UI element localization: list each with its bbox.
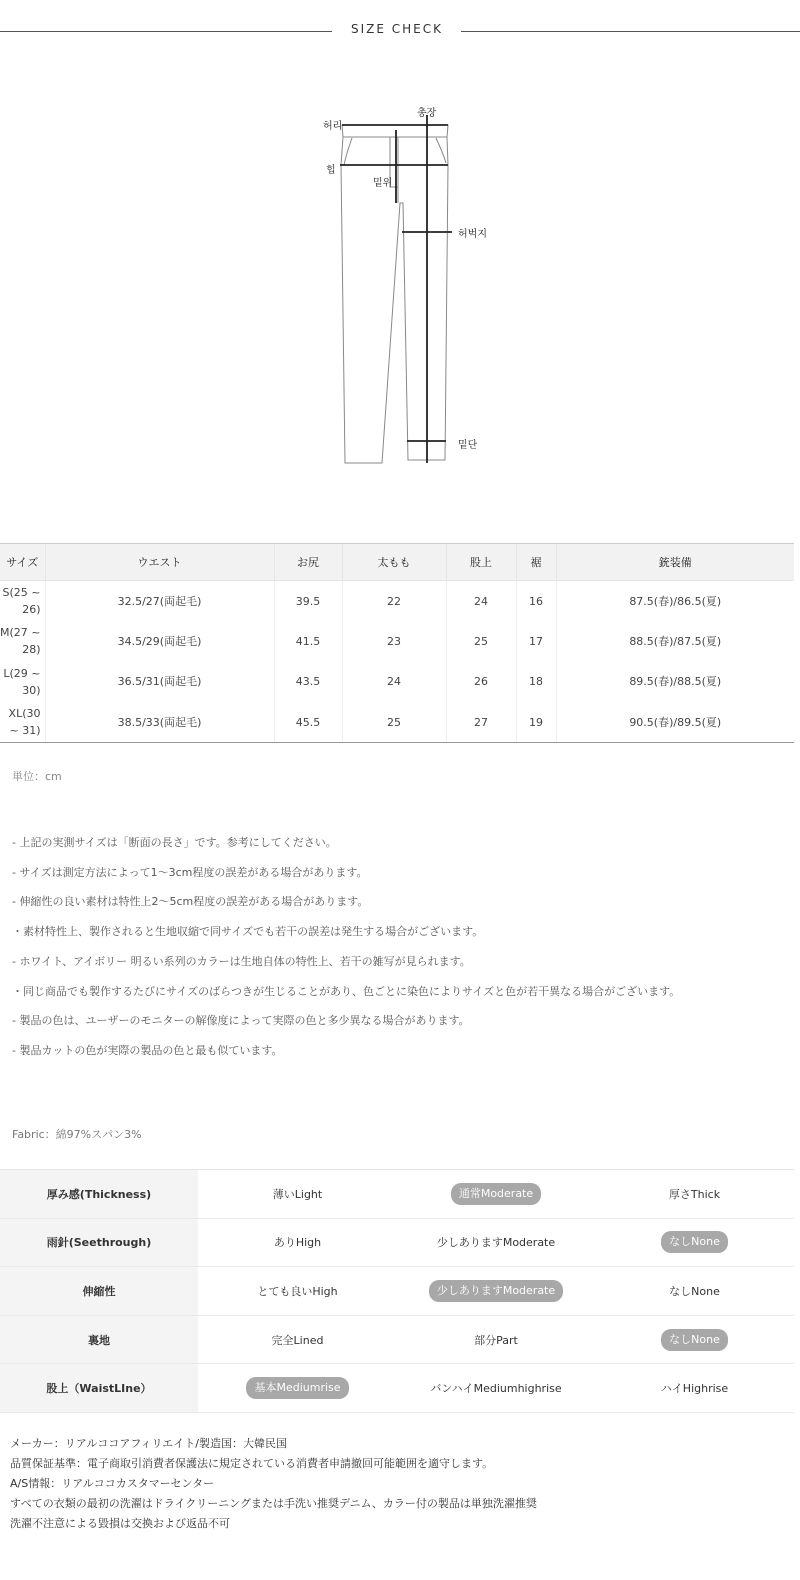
attribute-table (0, 1169, 794, 1413)
table-row (0, 621, 794, 662)
size-cell: S(25 ~ 26) (2, 586, 41, 616)
size-table (0, 543, 794, 743)
note-item: ・素材特性上、製作されると生地収縮で同サイズでも若干の誤差は発生する場合がございます。 (12, 925, 484, 939)
option-label: ハイHighrise (660, 1382, 729, 1396)
attribute-label: 股上（WaistLIne） (0, 1364, 198, 1413)
attribute-row-stretch (0, 1267, 794, 1316)
size-cell: L(29 ~ 30) (3, 666, 41, 697)
attribute-option (198, 1267, 397, 1316)
table-cell: 89.5(春)/88.5(夏) (556, 662, 794, 703)
table-cell: 22 (342, 581, 446, 622)
attribute-label: 雨針(Seethrough) (0, 1218, 198, 1267)
notes-list (12, 828, 787, 1066)
attribute-option (397, 1170, 595, 1219)
footer-line: A/S情報：リアルココカスタマーセンター (10, 1477, 215, 1490)
attribute-row-seethrough (0, 1218, 794, 1267)
table-cell: 17 (516, 621, 556, 662)
diagram-label-waist: 허리 (323, 121, 343, 132)
selected-option-badge: 少しありますModerate (429, 1280, 563, 1302)
table-cell: 41.5 (274, 621, 342, 662)
table-cell: 23 (342, 621, 446, 662)
attribute-option (198, 1364, 397, 1413)
attribute-option (198, 1170, 397, 1219)
footer-line: メーカー：リアルココアフィリエイト/製造国：大韓民国 (10, 1437, 287, 1450)
table-cell: 39.5 (274, 581, 342, 622)
table-cell: 24 (342, 662, 446, 703)
note-item: ・同じ商品でも製作するたびにサイズのばらつきが生じることがあり、色ごとに染色によりサイズと色が若干異なる場合がございます。 (12, 984, 681, 998)
footer-line: すべての衣類の最初の洗濯はドライクリーニングまたは手洗い推奨デニム、カラー付の製品は単独洗濯推奨 (10, 1497, 537, 1510)
selected-option-badge: なしNone (661, 1329, 728, 1351)
size-cell: M(27 ~ 28) (0, 626, 41, 657)
attribute-option (397, 1267, 595, 1316)
table-cell: 36.5/31(両起毛) (45, 662, 274, 703)
table-cell: 19 (516, 702, 556, 743)
table-cell: 16 (516, 581, 556, 622)
col-header-size: サイズ (0, 544, 45, 581)
note-item: - 製品カットの色が実際の製品の色と最も似ています。 (12, 1043, 283, 1057)
unit-label: 単位：cm (12, 770, 62, 783)
attribute-label: 裏地 (0, 1315, 198, 1364)
table-cell: 27 (446, 702, 516, 743)
table-cell: 38.5/33(両起毛) (45, 702, 274, 743)
table-cell: 32.5/27(両起毛) (45, 581, 274, 622)
size-table-header-row (0, 544, 794, 581)
table-row (0, 581, 794, 622)
table-cell: 26 (446, 662, 516, 703)
table-cell: 43.5 (274, 662, 342, 703)
option-label: とても良いHigh (257, 1284, 338, 1298)
diagram-label-thigh: 허벅지 (458, 229, 487, 240)
section-header (0, 0, 800, 62)
col-header-waist: ウエスト (45, 544, 274, 581)
selected-option-badge: 基本Mediumrise (246, 1377, 348, 1399)
col-header-length: 銃装備 (556, 544, 794, 581)
pants-illustration (310, 95, 510, 475)
attribute-row-lining (0, 1315, 794, 1364)
note-item: - 製品の色は、ユーザーのモニターの解像度によって実際の色と多少異なる場合があります。 (12, 1014, 470, 1028)
header-divider-right (461, 31, 800, 32)
attribute-option (397, 1315, 595, 1364)
note-item: - 上記の実測サイズは「断面の長さ」です。参考にしてください。 (12, 836, 337, 849)
option-label: バンハイMediumhighrise (430, 1382, 562, 1396)
table-cell: 25 (446, 621, 516, 662)
option-label: ありHigh (273, 1236, 322, 1250)
attribute-option (595, 1170, 794, 1219)
diagram-label-hem: 밑단 (458, 440, 478, 451)
table-row (0, 662, 794, 703)
table-cell: 45.5 (274, 702, 342, 743)
attribute-option (595, 1364, 794, 1413)
option-label: 厚さThick (668, 1187, 721, 1201)
option-label: 完全Lined (271, 1333, 324, 1347)
table-cell: 24 (446, 581, 516, 622)
attribute-row-thickness (0, 1170, 794, 1219)
fabric-info: Fabric：綿97%スパン3% (12, 1128, 142, 1141)
option-label: 薄いLight (272, 1187, 323, 1201)
attribute-option (397, 1218, 595, 1267)
note-item: - サイズは測定方法によって1〜3cm程度の誤差がある場合があります。 (12, 865, 368, 879)
size-cell: XL(30 ~ 31) (0, 702, 45, 743)
diagram-label-hip: 힙 (326, 165, 336, 176)
footer-line: 洗濯不注意による毀損は交換および返品不可 (10, 1517, 230, 1530)
col-header-hip: お尻 (274, 544, 342, 581)
attribute-option (397, 1364, 595, 1413)
col-header-rise: 股上 (446, 544, 516, 581)
col-header-hem: 裾 (516, 544, 556, 581)
table-cell: 88.5(春)/87.5(夏) (556, 621, 794, 662)
attribute-label: 厚み感(Thickness) (0, 1170, 198, 1219)
diagram-label-length: 총장 (417, 108, 437, 119)
selected-option-badge: 通常Moderate (451, 1183, 541, 1205)
option-label: 少しありますModerate (436, 1236, 556, 1250)
product-info-footer (10, 1434, 537, 1534)
table-cell: 34.5/29(両起毛) (45, 621, 274, 662)
table-cell: 87.5(春)/86.5(夏) (556, 581, 794, 622)
option-label: なしNone (669, 1284, 720, 1298)
selected-option-badge: なしNone (661, 1231, 728, 1253)
table-row (0, 702, 794, 743)
col-header-thigh: 太もも (342, 544, 446, 581)
note-item: - ホワイト、アイボリー 明るい系列のカラーは生地自体の特性上、若干の雑写が見られます。 (12, 954, 471, 968)
option-label: 部分Part (474, 1333, 518, 1347)
attribute-row-waistline (0, 1364, 794, 1413)
table-cell: 25 (342, 702, 446, 743)
table-cell: 18 (516, 662, 556, 703)
attribute-option (595, 1218, 794, 1267)
attribute-option (595, 1315, 794, 1364)
diagram-label-rise: 밑위 (373, 178, 393, 189)
note-item: - 伸縮性の良い素材は特性上2〜5cm程度の誤差がある場合があります。 (12, 895, 369, 909)
table-cell: 90.5(春)/89.5(夏) (556, 702, 794, 743)
attribute-option (198, 1218, 397, 1267)
attribute-option (595, 1267, 794, 1316)
attribute-label: 伸縮性 (0, 1267, 198, 1316)
attribute-option (198, 1315, 397, 1364)
pants-measurement-diagram (310, 95, 510, 475)
page-title: SIZE CHECK (350, 22, 443, 36)
footer-line: 品質保証基準：電子商取引消費者保護法に規定されている消費者申請撤回可能範囲を適守します。 (10, 1457, 494, 1470)
